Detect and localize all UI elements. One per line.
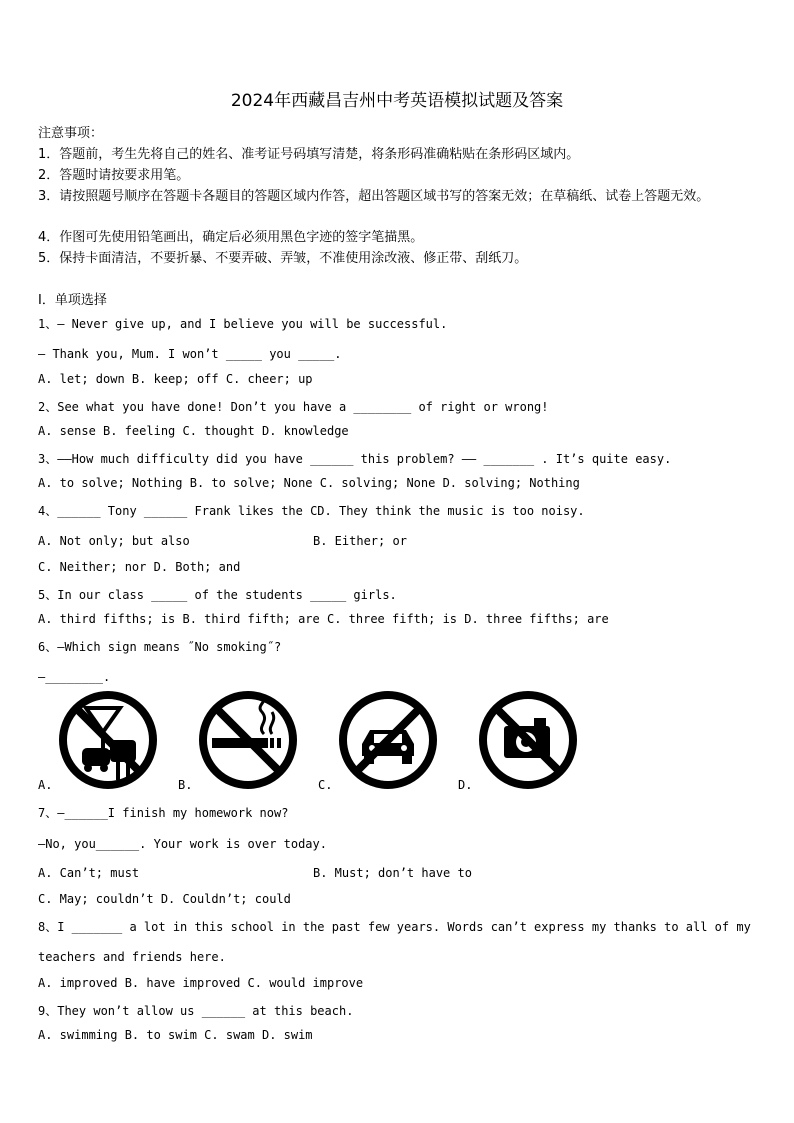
sign-option-label: C. [318,778,333,792]
sign-option-label: B. [178,778,193,792]
question-4-text: 4、______ Tony ______ Frank likes the CD. They think the music is too noisy. [38,504,585,518]
question-4-options-cd: C. Neither; nor D. Both; and [38,560,241,574]
question-5-options: A. third fifths; is B. third fifth; are C. three fifth; is D. three fifths; are [38,612,609,626]
no-drinking-sign-icon [58,690,158,790]
question-7-option-a: A. Can’t; must [38,866,140,880]
notice-item: 3．请按照题号顺序在答题卡各题目的答题区域内作答，超出答题区域书写的答案无效；在草稿纸、试卷上答题无效。 [38,189,710,204]
question-8-text-continued: teachers and friends here. [38,950,226,964]
notice-item: 4．作图可先使用铅笔画出，确定后必须用黑色字迹的签字笔描黑。 [38,230,424,245]
notice-heading: 注意事项： [38,126,104,141]
question-7-options-cd: C. May; couldn’t D. Couldn’t; could [38,892,291,906]
notice-item: 5．保持卡面清洁，不要折暴、不要弄破、弄皱，不准使用涂改液、修正带、刮纸刀。 [38,251,528,266]
question-7-option-b: B. Must; don’t have to [313,866,472,880]
question-3-text: 3、——How much difficulty did you have ______ this problem? —— _______ . It’s quite easy. [38,452,672,466]
no-cars-sign-icon [338,690,438,790]
question-3-options: A. to solve; Nothing B. to solve; None C. solving; None D. solving; Nothing [38,476,580,490]
question-4-option-b: B. Either; or [313,534,407,548]
no-smoking-sign-icon [198,690,298,790]
question-9-options: A. swimming B. to swim C. swam D. swim [38,1028,313,1042]
question-1-text: 1、— Never give up, and I believe you will be successful. [38,317,448,331]
question-2-text: 2、See what you have done! Don’t you have a ________ of right or wrong! [38,400,549,414]
section-heading: Ⅰ．单项选择 [38,293,107,308]
sign-options [38,690,598,800]
question-9-text: 9、They won’t allow us ______ at this beach. [38,1004,354,1018]
question-8-text: 8、I _______ a lot in this school in the past few years. Words can’t express my thanks to all of my [38,920,751,934]
page-title: 2024年西藏昌吉州中考英语模拟试题及答案 [230,91,564,111]
question-4-option-a: A. Not only; but also [38,534,190,548]
question-8-options: A. improved B. have improved C. would improve [38,976,364,990]
no-photography-sign-icon [478,690,578,790]
question-2-options: A. sense B. feeling C. thought D. knowledge [38,424,349,438]
question-6-text: 6、—Which sign means ˝No smoking˝? [38,640,282,654]
question-5-text: 5、In our class _____ of the students _____ girls. [38,588,397,602]
sign-option-label: A. [38,778,53,792]
question-1-options: A. let; down B. keep; off C. cheer; up [38,372,313,386]
sign-option-label: D. [458,778,473,792]
question-7-text: 7、—______I finish my homework now? [38,806,289,820]
question-6-dialogue: —________. [38,670,111,684]
question-1-dialogue: — Thank you, Mum. I won’t _____ you _____. [38,347,342,361]
notice-item: 1．答题前，考生先将自己的姓名、准考证号码填写清楚，将条形码准确粘贴在条形码区域内。 [38,147,580,162]
notice-item: 2．答题时请按要求用笔。 [38,168,190,183]
question-7-dialogue: —No, you______. Your work is over today. [38,837,327,851]
